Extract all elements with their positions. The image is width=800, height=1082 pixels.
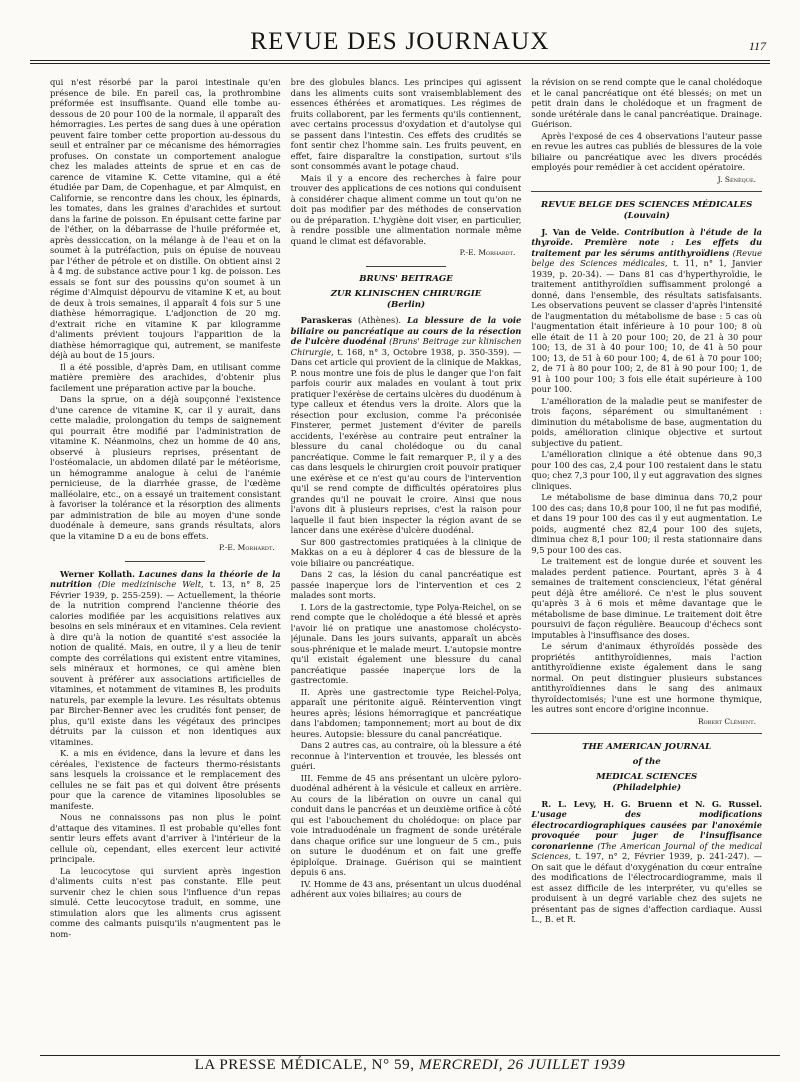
header-rule xyxy=(30,60,770,64)
journal-name-line: of the xyxy=(632,757,661,767)
paragraph: Après l'exposé de ces 4 observations l'auteur passe en revue les autres cas publiés de blessures de la voie biliaire ou pancréatique avec les divers procédés employés pour remédier à cet accident opératoire. xyxy=(531,130,763,172)
article-title: L'usage des modifications électrocardiographiques causées par l'anoxémie provoquée pour juger de l'insuffisance coronarienne xyxy=(531,809,763,851)
separator xyxy=(531,733,762,734)
page-number: 117 xyxy=(748,39,766,53)
article-body: On sait que le défaut d'oxygénation du cœur entraîne des modifications de l'électrocardiogramme, mais il est assez difficile de les interpréter, vu qu'elles se produisent à un degré variable chez des sujets ne présentant pas de signes d'affection cardiaque. Aussi L., B. et R. xyxy=(531,861,763,924)
page-header xyxy=(30,28,770,68)
paragraph: K. a mis en évidence, dans la levure et dans les céréales, l'existence de facteurs thermo-résistants sans lesquels la croissance et le remplacement des cellules ne se fait pas et qui doivent être présents pour que la carence de vitamines liposolubles se manifeste. xyxy=(50,748,281,811)
journal-city: (Berlin) xyxy=(386,299,426,310)
footer-text xyxy=(40,1057,780,1074)
author-signature: P.-E. Morhardt. xyxy=(459,248,516,257)
article-source: (The American Journal of the medical Sciences, xyxy=(531,840,763,861)
paragraph: La leucocytose qui survient après ingestion d'aliments cuits n'est pas constante. Elle peut survenir chez le chien sous l'influence d'un repas simulé. Cette leucocytose traduit, en somme, une stimulation alors que les aliments crus agissent comme des calmants puisqu'ils n'augmentent pas le nom- xyxy=(50,865,281,939)
article-title: Lacunes dans la théorie de la nutrition xyxy=(50,568,281,589)
journal-name-line: BRUNS' BEITRAGE xyxy=(359,273,453,284)
column-1 xyxy=(50,77,281,1043)
paragraph: II. Après une gastrectomie type Reichel-Polya, apparaît une péritonite aiguë. Réintervention vingt heures après; lésions hémorragique et pancréatique dans l'abdomen; tamponnement; mort au bout de dix heures. Autopsie: blessure du canal pancréatique. xyxy=(290,686,522,739)
article-entry xyxy=(291,315,522,536)
paragraph: Le métabolisme de base diminua dans 70,2 pour 100 des cas; dans 10,8 pour 100, il ne fut pas modifié, et dans 19 pour 100 des cas il y eut augmentation. Le poids, augmenté chez 82,4 pour 100 des sujets, diminua chez 8,1 pour 100; il resta stationnaire dans 9,5 pour 100 des cas. xyxy=(531,492,763,555)
separator xyxy=(531,191,762,192)
paragraph: Nous ne connaissons pas non plus le point d'attaque des vitamines. Il est probable qu'elles font sentir leurs effets avant d'arriver à l'intérieur de la cellule où, cependant, elles exercent leur activité principale. xyxy=(50,812,281,864)
paragraph: IV. Homme de 43 ans, présentant un ulcus duodénal adhérent aux voies biliaires; au cours de xyxy=(290,878,522,899)
article-body: Actuellement, la théorie de la nutrition comprend l'ancienne théorie des calories modifiée par les acquisitions relatives aux besoins en sels minéraux et en vitamines. Cela revient à dire qu'à la notion de quantité s'est associée la notion de qualité. Mais, en outre, il y a lieu de tenir compte des corrélations qui existent entre vitamines, sels minéraux et hormones, ce qui amène bien souvent à préférer aux associations artificielles de vitamines, et notamment de vitamines B, les produits naturels, par exemple la levure. Les résultats obtenus par Bircher-Benner avec les crudités font penser, de plus, qu'il existe dans les végétaux des principes détruits par la cuisson et non identiques aux vitamines. xyxy=(50,589,281,747)
author-signature: Robert Clément. xyxy=(697,716,757,726)
article-body: Dans cet article qui provient de la clinique de Makkas, P. nous montre une fois de plus le danger que l'on fait parfois courir aux malades en voulant à tout prix pratiquer l'exérèse de certains ulcères du duodénum à type calleux et étendus vers la droite. Alors que la résection pour exclusion, comme l'a préconisée Finsterer, permet justement d'éviter de pareils accidents, l'exérèse au contraire peut entraîner la blessure du canal cholédoque ou du canal pancréatique. Comme le fait remarquer P., il y a des cas dans lesquels le chirurgien croit pouvoir pratiquer une exérèse et ce n'est qu'au cours de l'intervention qu'il se rend compte de difficultés opératoires plus grandes qu'il ne pouvait le croire. Ainsi que nous l'avons dit à plusieurs reprises, c'est la raison pour laquelle il faut bien inspecter la région avant de se lancer dans une exérèse d'ulcère duodénal. xyxy=(290,357,522,535)
article-title: Contribution à l'étude de la thyroïde. Première note : Les effets du traitement par les sérums antithyroïdiens xyxy=(531,226,763,258)
paragraph: III. Femme de 45 ans présentant un ulcère pyloro-duodénal adhérent à la vésicule et calleux en arrière. Au cours de la libération on ouvre un canal qui conduit dans le pancréas et un deuxième orifice à côté qui est l'abouchement du cholédoque: on place par voie intraduodénale un fragment de sonde urétérale dans chaque orifice sur une longueur de 5 cm., puis on suture le duodénum et on fait une greffe épiploïque. Drainage. Guérison qui se maintient depuis 6 ans. xyxy=(290,772,522,877)
paragraph: L'amélioration de la maladie peut se manifester de trois façons, séparément ou simultanément : diminution du métabolisme de base, augmentation du poids, amélioration clinique objective et surtout subjective du patient. xyxy=(531,395,763,448)
article-author: R. L. Levy, H. G. Bruenn et N. G. Russel. xyxy=(541,798,763,809)
article-author: Werner Kollath. xyxy=(60,568,135,579)
footer-publication: LA PRESSE MÉDICALE, xyxy=(194,1057,368,1073)
article-citation: t. 197, n° 2, Février 1939, p. 241-247). — xyxy=(575,851,763,861)
paragraph: Mais il y a encore des recherches à faire pour trouver des applications de ces notions qui conduisent à considérer chaque aliment comme un tout qu'on ne doit pas modifier par des méthodes de conservation ou de préparation. L'hygiène doit viser, en particulier, à rendre possible une alimentation normale même quand le climat est défavorable. xyxy=(290,172,522,246)
paragraph: Il a été possible, d'après Dam, en utilisant comme matière première des arachides, d'obtenir plus facilement une préparation active par la bouche. xyxy=(50,361,281,393)
paragraph: la révision on se rend compte que le canal cholédoque et le canal pancréatique ont été blessés; on met un petit drain dans le cholédoque et un fragment de sonde urétérale dans le canal pancréatique. Drainage. Guérison. xyxy=(531,77,763,129)
separator xyxy=(366,266,446,267)
journal-name-line: THE AMERICAN JOURNAL xyxy=(582,742,712,752)
article-source: (Bruns' Beitrage zur klinischen Chirurgie, xyxy=(290,336,522,357)
journal-name-line: MEDICAL SCIENCES xyxy=(596,772,698,782)
article-entry xyxy=(50,569,281,748)
journal-name-line: REVUE BELGE DES SCIENCES MÉDICALES xyxy=(541,200,753,210)
paragraph: I. Lors de la gastrectomie, type Polya-Reichel, on se rend compte que le cholédoque a été blessé et après l'avoir lié on pratique une anastomose cholécysto-jéjunale. Dans les jours suivants, apparaît un abcès sous-phrénique et le malade meurt. L'autopsie montre qu'il existait également une blessure du canal pancréatique passée inaperçue lors de la gastrectomie. xyxy=(290,601,522,685)
article-source: (Revue belge des Sciences médicales, xyxy=(531,247,763,268)
paragraph: Le sérum d'animaux éthyroïdés possède des propriétés antithyroïdiennes, mais l'action antithyroïdienne existe également dans le sang normal. On peut distinguer plusieurs substances antithyroïdiennes dans le sang des animaux thyroïdectomisés; l'une est une hormone thymique, les autres sont encore d'origine inconnue. xyxy=(531,641,763,714)
article-citation: t. 13, n° 8, 25 Février 1939, p. 255-259). — xyxy=(50,579,281,600)
separator xyxy=(125,561,205,562)
author-signature: P.-E. Morhardt. xyxy=(218,543,275,552)
footer-date: MERCREDI, 26 JUILLET 1939 xyxy=(418,1057,626,1073)
author-affiliation: (Athènes). xyxy=(358,315,402,325)
journal-city: (Philadelphie) xyxy=(612,783,682,793)
journal-name-line: ZUR KLINISCHEN CHIRURGIE xyxy=(330,288,482,299)
paragraph: Dans 2 cas, la lésion du canal pancréatique est passée inaperçue lors de l'intervention et ces 2 malades sont morts. xyxy=(290,569,522,600)
paragraph: Dans la sprue, on a déjà soupçonné l'existence d'une carence de vitamine K, car il y aurait, dans cette maladie, prolongation du temps de saignement qui pourrait être modifié par l'administration de vitamine K. Néanmoins, chez un homme de 40 ans, observé à plusieurs reprises, présentant de l'ostéomalacie, un abdomen dilaté par le météorisme, un hémogramme analogue à celui de l'anémie pernicieuse, de la diarrhée grasse, de l'œdème malléolaire, etc., on a essayé un traitement consistant à favoriser la tolérance et la résorption des aliments par administration de bile au moyen d'une sonde duodénale à demeure, sans grands résultats, alors que la vitamine D a eu de bons effets. xyxy=(50,394,281,541)
paragraph: qui n'est résorbé par la paroi intestinale qu'en présence de bile. En pareil cas, la prothrombine préformée est insuffisante. Quand elle tombe au-dessous de 20 pour 100 de la normale, il apparaît des hémorragies. Les pertes de sang dues à une opération peuvent faire tomber cette proportion au-dessous du seuil et entraîner par ce mécanisme des hémorragies profuses. On constate un comportement analogue chez les malades atteints de sprue et en cas de carence de vitamine K. Cette vitamine, qui a été étudiée par Dam, de Copenhague, et par Almquist, en Californie, se rencontre dans les choux, les épinards, les tomates, dans les graines d'arachides et surtout dans la farine de poisson. En épuisant cette farine par de l'éther, on la débarrasse de l'huile préformée et, après dessiccation, on la mélange à de l'eau et on la soumet à la putréfaction, puis on épuise de nouveau par l'éther de pétrole et on distille. On obtient ainsi 2 à 4 mg. de substance active pour 1 kg. de poisson. Les essais se font sur des poussins qu'on soumet à un régime d'Almquist dépourvu de vitamine K et, au bout de deux à trois semaines, il apparaît 4 fois sur 5 une diathèse hémorragique. L'adjonction de 20 mg. d'extrait riche en vitamine K par kilogramme d'aliments prévient toujours l'apparition de la diathèse hémorragique qui, autrement, se manifeste déjà au bout de 15 jours. xyxy=(50,77,281,360)
paragraph: Sur 800 gastrectomies pratiquées à la clinique de Makkas on a eu à déplorer 4 cas de blessure de la voie biliaire ou pancréatique. xyxy=(290,536,522,568)
footer-rule xyxy=(40,1055,780,1056)
paragraph: bre des globules blancs. Les principes qui agissent dans les aliments cuits sont vraisemblablement des essences éthérées et aromatiques. Les régimes de fruits collaborent, par les ferments qu'ils contiennent, avec certains processus d'oxydation et d'autolyse qui se passent dans l'intestin. Ces effets des crudités se font sentir chez l'homme sain. Les fruits peuvent, en effet, faire disparaître la constipation, surtout s'ils sont consommés avant le potage chaud. xyxy=(290,77,522,171)
page-footer xyxy=(40,1055,780,1077)
article-source: (Die medizinische Welt, xyxy=(97,579,204,589)
paragraph: Le traitement est de longue durée et souvent les malades perdent patience. Pourtant, après 3 à 4 semaines de traitement consciencieux, l'état général peut déjà être amélioré. Ce n'est le plus souvent qu'après 3 à 6 mois et même davantage que le métabolisme de base diminue. Le traitement doit être poursuivi de façon régulière. Beaucoup d'échecs sont imputables à l'insuffisance des doses. xyxy=(531,556,763,640)
article-citation: t. 11, n° 1, Janvier 1939, p. 20-34). — xyxy=(531,258,763,279)
author-signature: J. Sénèque. xyxy=(717,174,757,184)
article-citation: t. 168, n° 3, Octobre 1938, p. 350-359). — xyxy=(337,346,522,357)
footer-issue: N° 59, xyxy=(371,1057,415,1073)
paragraph: Dans 2 autres cas, au contraire, où la blessure a été reconnue à l'intervention et trouvée, les blessés ont guéri. xyxy=(290,740,522,771)
article-title: La blessure de la voie biliaire ou pancréatique au cours de la résection de l'ulcère duodénal xyxy=(290,315,522,346)
journal-city: (Louvain) xyxy=(623,211,670,221)
paragraph: L'amélioration clinique a été obtenue dans 90,3 pour 100 des cas, 2,4 pour 100 restaient dans le statu quo; chez 7,3 pour 100, il y eut aggravation des signes cliniques. xyxy=(531,449,763,491)
column-2 xyxy=(291,77,522,1043)
article-author: Paraskeras xyxy=(300,315,352,325)
article-entry xyxy=(531,227,762,395)
running-title: REVUE DES JOURNAUX xyxy=(250,28,550,55)
article-entry xyxy=(531,799,762,925)
column-3 xyxy=(531,77,762,1043)
article-body: Dans 81 cas d'hyperthyroïdie, le traitement antithyroïdien suffisamment prolongé a donné, dans l'ensemble, des résultats satisfaisants. Les observations peuvent se classer d'après l'intensité de l'augmentation du métabolisme de base : 5 cas où l'augmentation était inférieure à 10 pour 100; 8 où elle était de 11 à 20 pour 100; 20, de 21 à 30 pour 100; 13, de 31 à 40 pour 100; 10, de 41 à 50 pour 100; 13, de 51 à 60 pour 100; 4, de 61 à 70 pour 100; 2, de 71 à 80 pour 100; 2, de 81 à 90 pour 100; 1, de 91 à 100 pour 100; 3 fois elle était supérieure à 100 pour 100. xyxy=(531,268,763,394)
article-columns xyxy=(50,77,762,1043)
article-author: J. Van de Velde. xyxy=(541,226,620,237)
